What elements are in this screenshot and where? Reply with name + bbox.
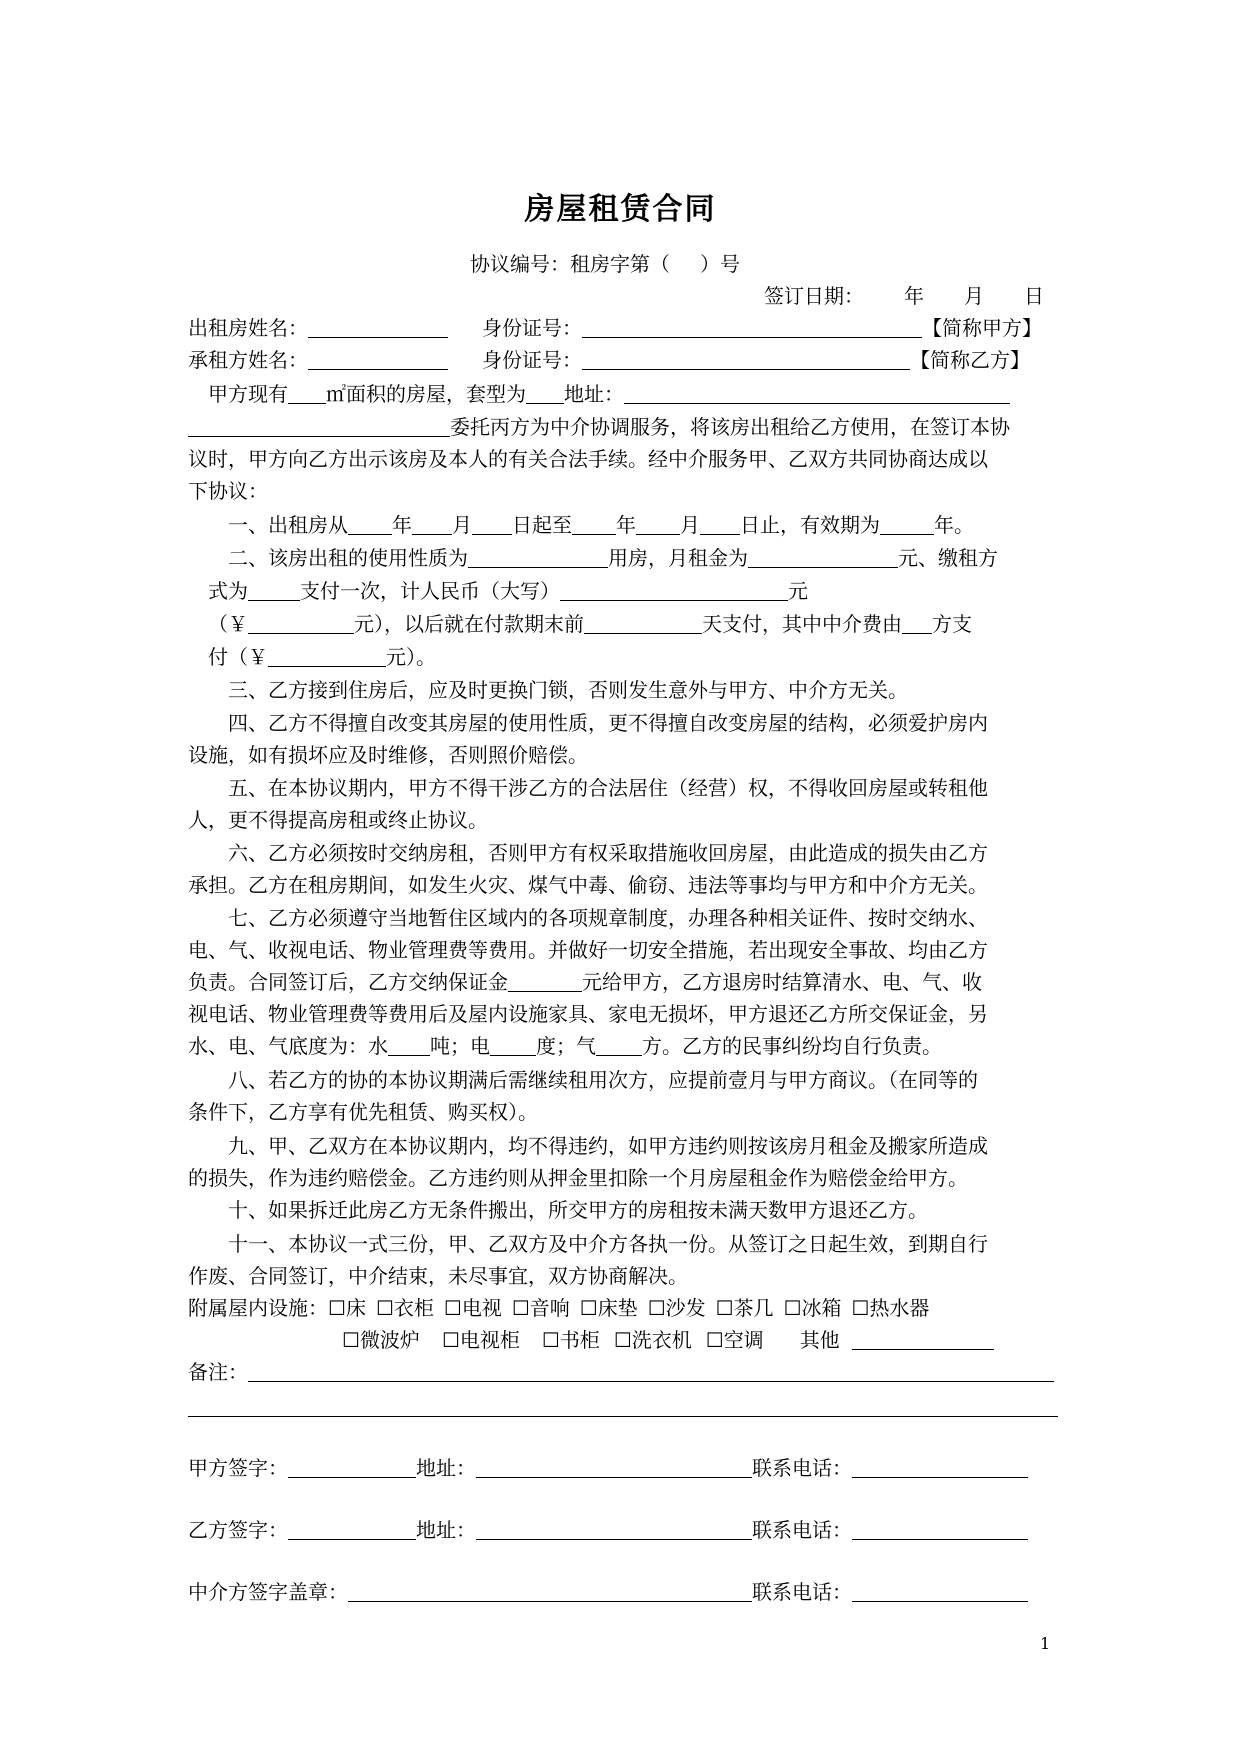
clause-8-line-1: 八、若乙方的协的本协议期满后需继续租用次方，应提前壹月与甲方商议。（在同等的 bbox=[228, 1068, 978, 1092]
checkbox-bookcase[interactable]: ☐书柜 bbox=[541, 1328, 600, 1352]
intro-line-1: 甲方现有 ㎡面积的房屋，套型为 地址： bbox=[208, 382, 1010, 406]
party-a-address-field[interactable] bbox=[476, 1457, 752, 1478]
end-day-field[interactable] bbox=[700, 514, 740, 535]
address-field-cont[interactable] bbox=[188, 416, 450, 437]
page-title: 房屋租赁合同 bbox=[524, 192, 717, 227]
checkbox-bed[interactable]: ☐床 bbox=[328, 1296, 366, 1320]
checkbox-tea-table[interactable]: ☐茶几 bbox=[715, 1296, 774, 1320]
clause-9-line-1: 九、甲、乙双方在本协议期内，均不得违约，如甲方违约则按该房月租金及搬家所造成 bbox=[228, 1134, 988, 1158]
party-a-sign-row: 甲方签字： 地址： 联系电话： bbox=[188, 1456, 1028, 1480]
party-b-signature-field[interactable] bbox=[288, 1519, 416, 1540]
clause-7-line-1: 七、乙方必须遵守当地暂住区域内的各项规章制度，办理各种相关证件、按时交纳水、 bbox=[228, 906, 988, 930]
agent-sign-row: 中介方签字盖章： 联系电话： bbox=[188, 1580, 1028, 1604]
facilities-row-2 bbox=[342, 1328, 994, 1352]
party-b-address-field[interactable] bbox=[476, 1519, 752, 1540]
clause-8-line-2: 条件下，乙方享有优先租赁、购买权）。 bbox=[188, 1100, 538, 1124]
fee-payer-field[interactable] bbox=[902, 613, 932, 634]
checkbox-tv-cabinet[interactable]: ☐电视柜 bbox=[441, 1328, 520, 1352]
clause-3: 三、乙方接到住房后，应及时更换门锁，否则发生意外与甲方、中介方无关。 bbox=[228, 678, 908, 702]
start-year-field[interactable] bbox=[348, 514, 392, 535]
clause-6-line-1: 六、乙方必须按时交纳房租，否则甲方有权采取措施收回房屋，由此造成的损失由乙方 bbox=[228, 841, 988, 865]
clause-2-line-2: 式为 支付一次，计人民币（大写） 元 bbox=[208, 579, 808, 603]
checkbox-water-heater[interactable]: ☐热水器 bbox=[851, 1296, 930, 1320]
clause-7-line-2: 电、气、收视电话、物业管理费等费用。并做好一切安全措施，若出现安全事故、均由乙方 bbox=[188, 938, 988, 962]
address-field[interactable] bbox=[624, 383, 1010, 404]
party-b-phone-field[interactable] bbox=[852, 1519, 1028, 1540]
end-month-field[interactable] bbox=[636, 514, 680, 535]
lessee-row: 承租方姓名： 身份证号： 【简称乙方】 bbox=[188, 348, 1030, 372]
lessor-row: 出租房姓名： 身份证号： 【简称甲方】 bbox=[188, 316, 1042, 340]
other-field[interactable] bbox=[852, 1329, 994, 1350]
clause-11-line-1: 十一、本协议一式三份，甲、乙双方及中介方各执一份。从签订之日起生效，到期自行 bbox=[228, 1232, 988, 1256]
lessor-name-field[interactable] bbox=[308, 317, 448, 338]
checkbox-microwave[interactable]: ☐微波炉 bbox=[342, 1328, 420, 1352]
other-label: 其他 bbox=[799, 1328, 840, 1352]
lessor-id-field[interactable] bbox=[582, 317, 922, 338]
clause-7-line-5: 水、电、气底度为：水 吨；电 度；气 方。乙方的民事纠纷均自行负责。 bbox=[188, 1034, 942, 1058]
term-years-field[interactable] bbox=[880, 514, 934, 535]
page-number: 1 bbox=[1040, 1634, 1051, 1653]
remarks-row: 备注： bbox=[188, 1360, 1054, 1384]
start-month-field[interactable] bbox=[412, 514, 452, 535]
agreement-number: 协议编号：租房字第（ ）号 bbox=[470, 252, 740, 276]
clause-1: 一、出租房从 年 月 日起至 年 月 日止，有效期为 年。 bbox=[228, 513, 974, 537]
clause-2-line-3: （￥ 元），以后就在付款期末前 天支付，其中中介费由 方支 bbox=[208, 612, 972, 636]
sign-date: 签订日期： 年 月 日 bbox=[764, 284, 1044, 308]
water-reading-field[interactable] bbox=[388, 1035, 430, 1056]
remarks-line-2[interactable] bbox=[188, 1416, 1058, 1417]
checkbox-fridge[interactable]: ☐冰箱 bbox=[783, 1296, 842, 1320]
intro-line-2: 委托丙方为中介协调服务，将该房出租给乙方使用，在签订本协 bbox=[188, 415, 1010, 439]
amount-words-field[interactable] bbox=[560, 580, 788, 601]
party-b-sign-row: 乙方签字： 地址： 联系电话： bbox=[188, 1518, 1028, 1542]
party-a-phone-field[interactable] bbox=[852, 1457, 1028, 1478]
checkbox-tv[interactable]: ☐电视 bbox=[443, 1296, 502, 1320]
clause-6-line-2: 承担。乙方在租房期间，如发生火灾、煤气中毒、偷窃、违法等事均与甲方和中介方无关。 bbox=[188, 873, 988, 897]
agent-fee-field[interactable] bbox=[268, 646, 386, 667]
layout-field[interactable] bbox=[526, 383, 564, 404]
party-a-signature-field[interactable] bbox=[288, 1457, 416, 1478]
end-year-field[interactable] bbox=[572, 514, 616, 535]
checkbox-mattress[interactable]: ☐床垫 bbox=[579, 1296, 638, 1320]
lessee-name-field[interactable] bbox=[308, 349, 448, 370]
facilities-row-1 bbox=[188, 1296, 929, 1320]
clause-5-line-1: 五、在本协议期内，甲方不得干涉乙方的合法居住（经营）权，不得收回房屋或转租他 bbox=[228, 776, 988, 800]
gas-reading-field[interactable] bbox=[596, 1035, 642, 1056]
checkbox-ac[interactable]: ☐空调 bbox=[705, 1328, 764, 1352]
clause-10: 十、如果拆迁此房乙方无条件搬出，所交甲方的房租按未满天数甲方退还乙方。 bbox=[228, 1198, 928, 1222]
area-field[interactable] bbox=[288, 383, 326, 404]
agent-signature-field[interactable] bbox=[348, 1581, 752, 1602]
clause-2-line-1: 二、该房出租的使用性质为 用房，月租金为 元、缴租方 bbox=[228, 546, 998, 570]
remarks-field[interactable] bbox=[248, 1361, 1054, 1382]
checkbox-audio[interactable]: ☐音响 bbox=[511, 1296, 570, 1320]
clause-11-line-2: 作废、合同签订，中介结束，未尽事宜，双方协商解决。 bbox=[188, 1264, 688, 1288]
amount-yuan-field[interactable] bbox=[248, 613, 354, 634]
deposit-field[interactable] bbox=[508, 971, 582, 992]
clause-5-line-2: 人，更不得提高房租或终止协议。 bbox=[188, 808, 488, 832]
days-before-field[interactable] bbox=[584, 613, 702, 634]
clause-2-line-4: 付（￥ 元）。 bbox=[208, 645, 436, 669]
checkbox-washer[interactable]: ☐洗衣机 bbox=[613, 1328, 692, 1352]
lessee-id-field[interactable] bbox=[582, 349, 910, 370]
intro-line-4: 下协议： bbox=[188, 479, 268, 503]
clause-4-line-1: 四、乙方不得擅自改变其房屋的使用性质，更不得擅自改变房屋的结构，必须爱护房内 bbox=[228, 711, 988, 735]
clause-7-line-3: 负责。合同签订后，乙方交纳保证金 元给甲方，乙方退房时结算清水、电、气、收 bbox=[188, 970, 982, 994]
electric-reading-field[interactable] bbox=[490, 1035, 536, 1056]
agent-phone-field[interactable] bbox=[852, 1581, 1028, 1602]
clause-4-line-2: 设施，如有损坏应及时维修，否则照价赔偿。 bbox=[188, 743, 588, 767]
usage-field[interactable] bbox=[468, 547, 608, 568]
intro-line-3: 议时，甲方向乙方出示该房及本人的有关合法手续。经中介服务甲、乙双方共同协商达成以 bbox=[188, 447, 988, 471]
checkbox-sofa[interactable]: ☐沙发 bbox=[647, 1296, 706, 1320]
facilities-label: 附属屋内设施： bbox=[188, 1296, 328, 1320]
monthly-rent-field[interactable] bbox=[748, 547, 898, 568]
checkbox-wardrobe[interactable]: ☐衣柜 bbox=[375, 1296, 434, 1320]
clause-7-line-4: 视电话、物业管理费等费用后及屋内设施家具、家电无损坏，甲方退还乙方所交保证金，另 bbox=[188, 1002, 988, 1026]
start-day-field[interactable] bbox=[472, 514, 512, 535]
clause-9-line-2: 的损失，作为违约赔偿金。乙方违约则从押金里扣除一个月房屋租金作为赔偿金给甲方。 bbox=[188, 1166, 968, 1190]
payment-cycle-field[interactable] bbox=[248, 580, 300, 601]
